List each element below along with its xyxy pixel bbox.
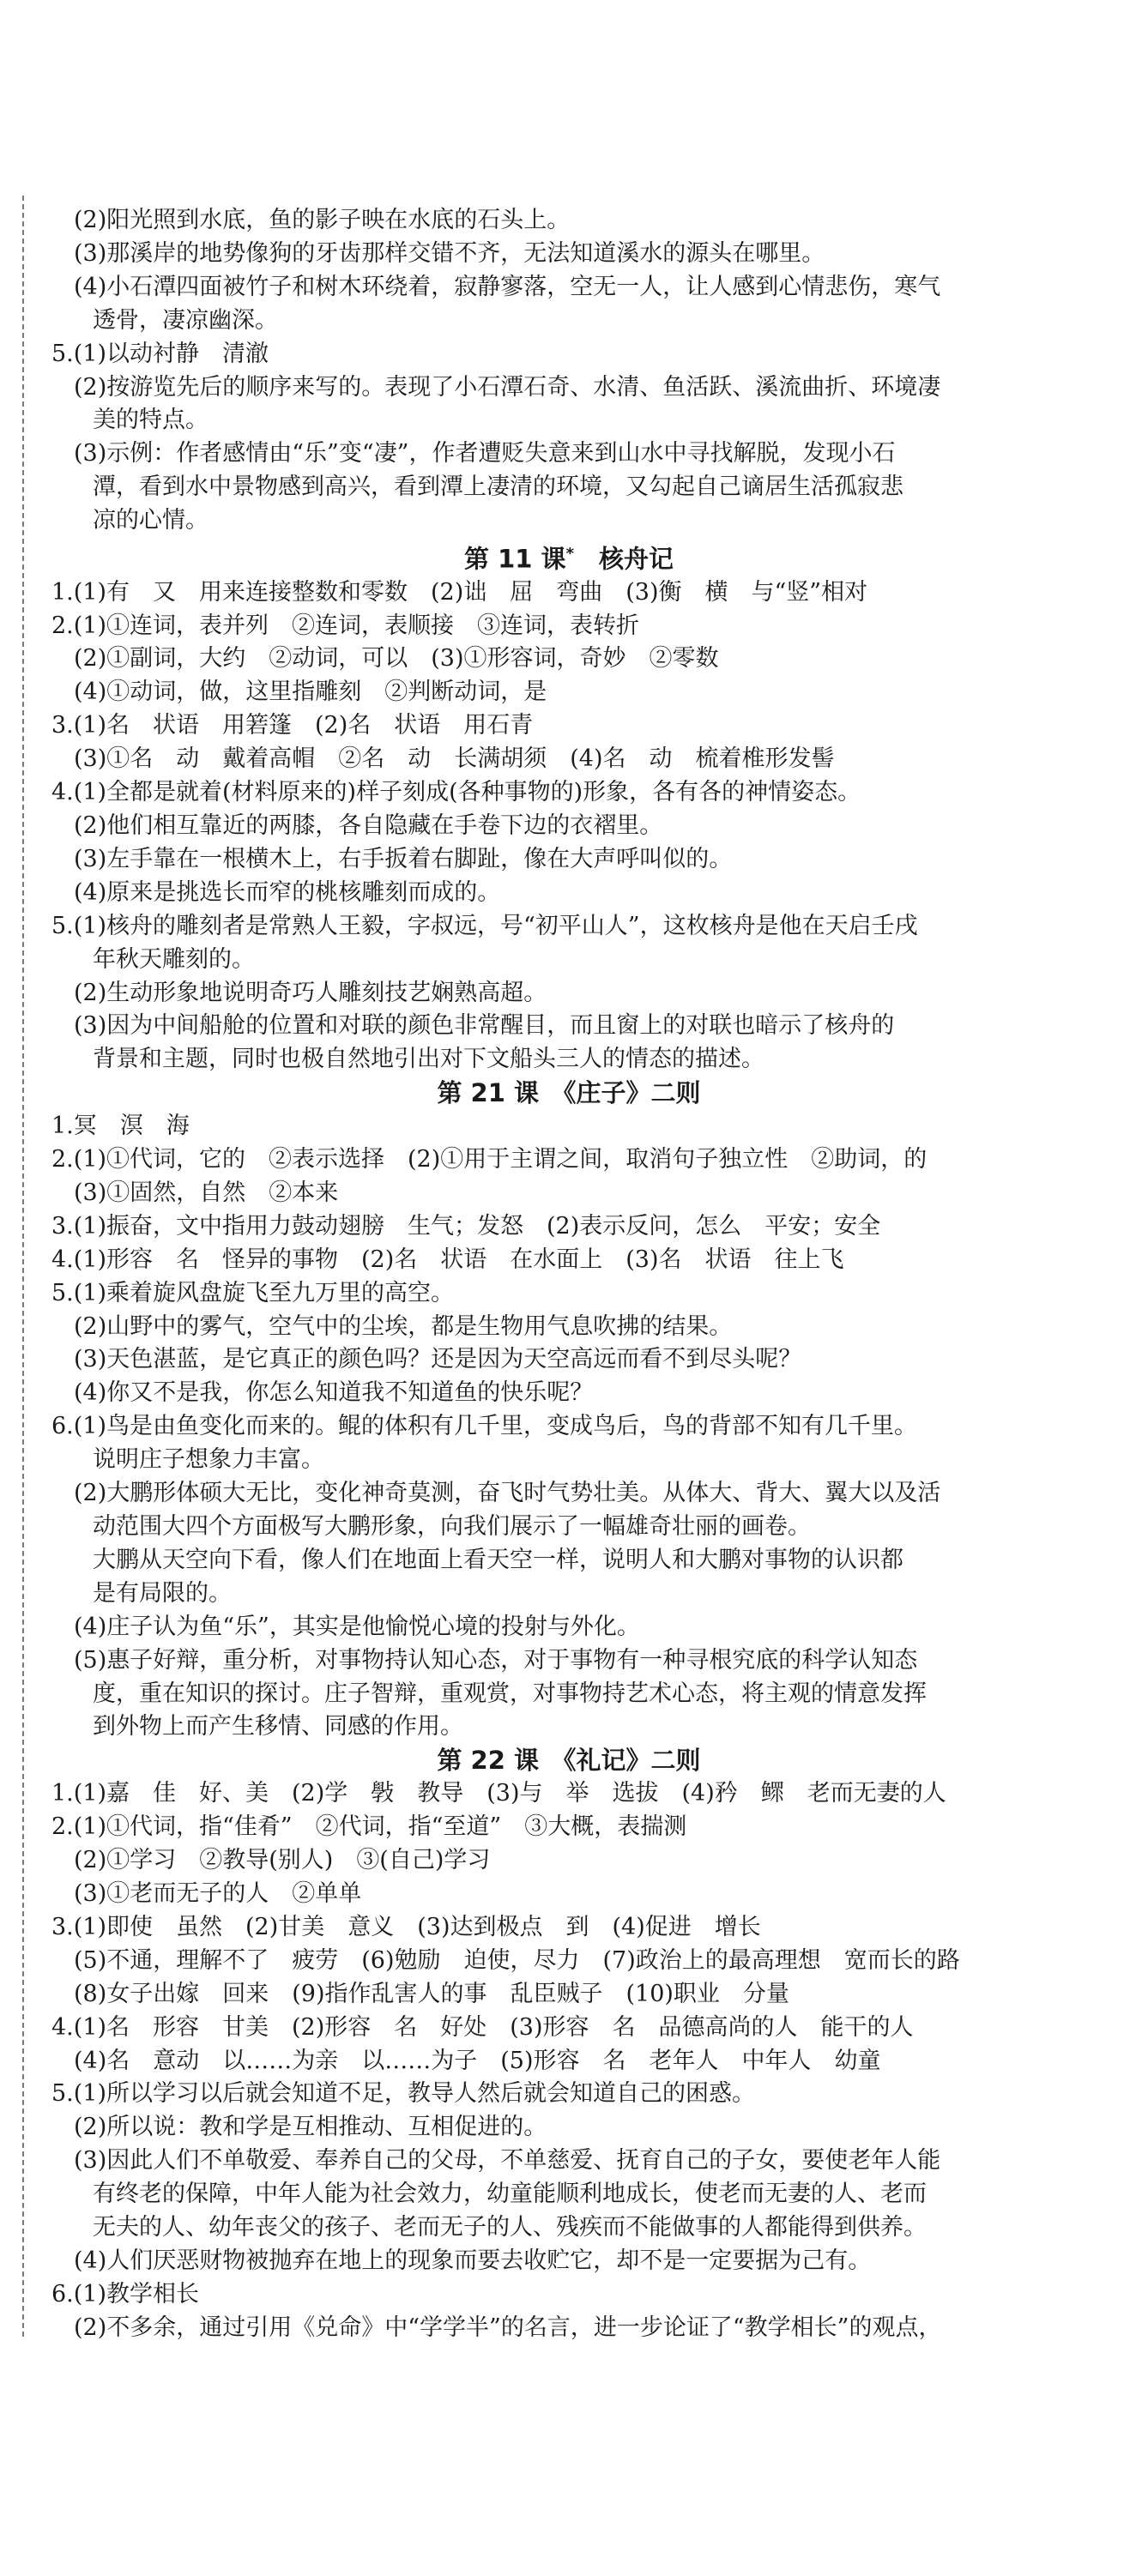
lesson-heading — [51, 1744, 1086, 1777]
answer-line: 大鹏从天空向下看，像人们在地面上看天空一样，说明人和大鹏对事物的认识都 — [93, 1546, 903, 1573]
answer-line: (4)原来是挑选长而窄的桃核雕刻而成的。 — [74, 878, 501, 906]
answer-line: 3.(1)名 状语 用箬篷 (2)名 状语 用石青 — [51, 712, 534, 739]
answer-line: 3.(1)振奋，文中指用力鼓动翅膀 生气；发怒 (2)表示反问，怎么 平安；安全 — [51, 1212, 881, 1240]
answer-line: (3)因为中间船舱的位置和对联的颜色非常醒目，而且窗上的对联也暗示了核舟的 — [74, 1012, 895, 1040]
answer-line: (2)他们相互靠近的两膝，各自隐藏在手卷下边的衣褶里。 — [74, 811, 663, 839]
answer-line: (2)大鹏形体硕大无比，变化神奇莫测，奋飞时气势壮美。从体大、背大、翼大以及活 — [74, 1480, 941, 1507]
answer-line: 4.(1)全都是就着(材料原来的)样子刻成(各种事物的)形象，各有各的神情姿态。 — [51, 779, 861, 806]
answer-line: (2)不多余，通过引用《兑命》中“学学半”的名言，进一步论证了“教学相长”的观点， — [74, 2314, 942, 2341]
lesson-number: 第 11 课 — [464, 544, 566, 574]
lesson-number: 第 21 课 — [437, 1078, 540, 1108]
answer-line: (4)你又不是我，你怎么知道我不知道鱼的快乐呢？ — [74, 1379, 594, 1407]
answer-line: (2)按游览先后的顺序来写的。表现了小石潭石奇、水清、鱼活跃、溪流曲折、环境凄 — [74, 373, 941, 401]
answer-line: 1.(1)嘉 佳 好、美 (2)学 斅 教导 (3)与 举 选拔 (4)矜 鳏 老而无妻的人 — [51, 1780, 946, 1807]
answer-line: (3)①名 动 戴着高帽 ②名 动 长满胡须 (4)名 动 梳着椎形发髻 — [74, 745, 835, 773]
answer-line: (5)不通，理解不了 疲劳 (6)勉励 迫使，尽力 (7)政治上的最高理想 宽而长的路 — [74, 1946, 960, 1974]
answer-line: (2)①副词，大约 ②动词，可以 (3)①形容词，奇妙 ②零数 — [74, 645, 719, 673]
answer-line: 2.(1)①代词，它的 ②表示选择 (2)①用于主谓之间，取消句子独立性 ②助词，的 — [51, 1146, 928, 1173]
answer-line: 说明庄子想象力丰富。 — [93, 1446, 324, 1474]
answer-line: 4.(1)名 形容 甘美 (2)形容 名 好处 (3)形容 名 品德高尚的人 能干的人 — [51, 2013, 914, 2041]
answer-line: (3)①固然，自然 ②本来 — [74, 1179, 339, 1206]
answer-line: 背景和主题，同时也极自然地引出对下文船头三人的情态的描述。 — [93, 1046, 764, 1073]
answer-line: 到外物上而产生移情、同感的作用。 — [93, 1713, 463, 1740]
answer-line: (3)左手靠在一根横木上，右手扳着右脚趾，像在大声呼叫似的。 — [74, 845, 733, 872]
answer-line: 6.(1)鸟是由鱼变化而来的。鲲的体积有几千里，变成鸟后，鸟的背部不知有几千里。 — [51, 1413, 918, 1440]
answer-line: 1.冥 溟 海 — [51, 1113, 190, 1140]
answer-line: (4)小石潭四面被竹子和树木环绕着，寂静寥落，空无一人，让人感到心情悲伤，寒气 — [74, 273, 941, 300]
answer-line: 3.(1)即使 虽然 (2)甘美 意义 (3)达到极点 到 (4)促进 增长 — [51, 1913, 761, 1940]
answer-line: 年秋天雕刻的。 — [93, 945, 255, 973]
answer-line: 2.(1)①连词，表并列 ②连词，表顺接 ③连词，表转折 — [51, 612, 640, 639]
answer-line: (3)那溪岸的地势像狗的牙齿那样交错不齐，无法知道溪水的源头在哪里。 — [74, 239, 825, 267]
answer-line: (4)①动词，做，这里指雕刻 ②判断动词，是 — [74, 679, 547, 706]
answer-line: 潭，看到水中景物感到高兴，看到潭上凄清的环境，又勾起自己谪居生活孤寂悲 — [93, 474, 903, 501]
answer-line: 有终老的保障，中年人能为社会效力，幼童能顺利地成长，使老而无妻的人、老而 — [93, 2181, 927, 2208]
answer-line: (3)①老而无子的人 ②单单 — [74, 1879, 362, 1907]
binding-dashed-line — [22, 196, 24, 2337]
answer-line: (3)示例：作者感情由“乐”变“凄”，作者遭贬失意来到山水中寻找解脱，发现小石 — [74, 440, 896, 468]
answer-line: (3)天色湛蓝，是它真正的颜色吗？还是因为天空高远而看不到尽头呢？ — [74, 1346, 802, 1373]
answer-line: (5)惠子好辩，重分析，对事物持认知心态，对于事物有一种寻根究底的科学认知态 — [74, 1646, 918, 1674]
answer-line: 4.(1)形容 名 怪异的事物 (2)名 状语 在水面上 (3)名 状语 往上飞 — [51, 1246, 844, 1273]
lesson-star-mark: * — [565, 545, 574, 564]
answer-line: 5.(1)乘着旋风盘旋飞至九万里的高空。 — [51, 1279, 455, 1306]
answer-line: 美的特点。 — [93, 407, 208, 434]
answer-line: (8)女子出嫁 回来 (9)指作乱害人的事 乱臣贼子 (10)职业 分量 — [74, 1980, 789, 2007]
answer-line: 透骨，凄凉幽深。 — [93, 306, 278, 334]
answer-line: 是有局限的。 — [93, 1579, 232, 1607]
lesson-title: 核舟记 — [573, 544, 674, 574]
answer-line: (4)人们厌恶财物被抛弃在地上的现象而要去收贮它，却不是一定要据为己有。 — [74, 2247, 872, 2274]
answer-line: (2)山野中的雾气，空气中的尘埃，都是生物用气息吹拂的结果。 — [74, 1312, 733, 1340]
answer-line: 无夫的人、幼年丧父的孩子、老而无子的人、残疾而不能做事的人都能得到供养。 — [93, 2214, 927, 2241]
answer-line: 1.(1)有 又 用来连接整数和零数 (2)诎 屈 弯曲 (3)衡 横 与“竖”相对 — [51, 578, 868, 606]
answer-line: 5.(1)以动衬静 清澈 — [51, 340, 269, 367]
answer-line: (4)名 意动 以……为亲 以……为子 (5)形容 名 老年人 中年人 幼童 — [74, 2047, 881, 2074]
answer-line: (4)庄子认为鱼“乐”，其实是他愉悦心境的投射与外化。 — [74, 1613, 640, 1640]
answer-line: 2.(1)①代词，指“佳肴” ②代词，指“至道” ③大概，表揣测 — [51, 1813, 687, 1841]
answer-line: (2)生动形象地说明奇巧人雕刻技艺娴熟高超。 — [74, 979, 547, 1006]
answer-line: 5.(1)所以学习以后就会知道不足，教导人然后就会知道自己的困惑。 — [51, 2080, 756, 2108]
lesson-heading — [51, 538, 1086, 576]
lesson-heading — [51, 1077, 1086, 1110]
answer-line: (3)因此人们不单敬爱、奉养自己的父母，不单慈爱、抚育自己的子女，要使老年人能 — [74, 2147, 941, 2175]
answer-line: (2)阳光照到水底，鱼的影子映在水底的石头上。 — [74, 207, 571, 233]
answer-line: (2)所以说：教和学是互相推动、互相促进的。 — [74, 2114, 547, 2141]
answer-line: 度，重在知识的探讨。庄子智辩，重观赏，对事物持艺术心态，将主观的情意发挥 — [93, 1680, 927, 1707]
answer-line: 动范围大四个方面极写大鹏形象，向我们展示了一幅雄奇壮丽的画卷。 — [93, 1513, 811, 1540]
answer-line: 凉的心情。 — [93, 507, 208, 534]
lesson-title: 《庄子》二则 — [539, 1078, 701, 1108]
answer-line: 5.(1)核舟的雕刻者是常熟人王毅，字叔远，号“初平山人”，这枚核舟是他在天启壬戌 — [51, 912, 918, 939]
answer-content — [51, 204, 1086, 2345]
answer-line: (2)①学习 ②教导(别人) ③(自己)学习 — [74, 1847, 491, 1874]
answer-line: 6.(1)教学相长 — [51, 2280, 200, 2308]
lesson-title: 《礼记》二则 — [539, 1746, 701, 1776]
lesson-number: 第 22 课 — [437, 1746, 540, 1776]
